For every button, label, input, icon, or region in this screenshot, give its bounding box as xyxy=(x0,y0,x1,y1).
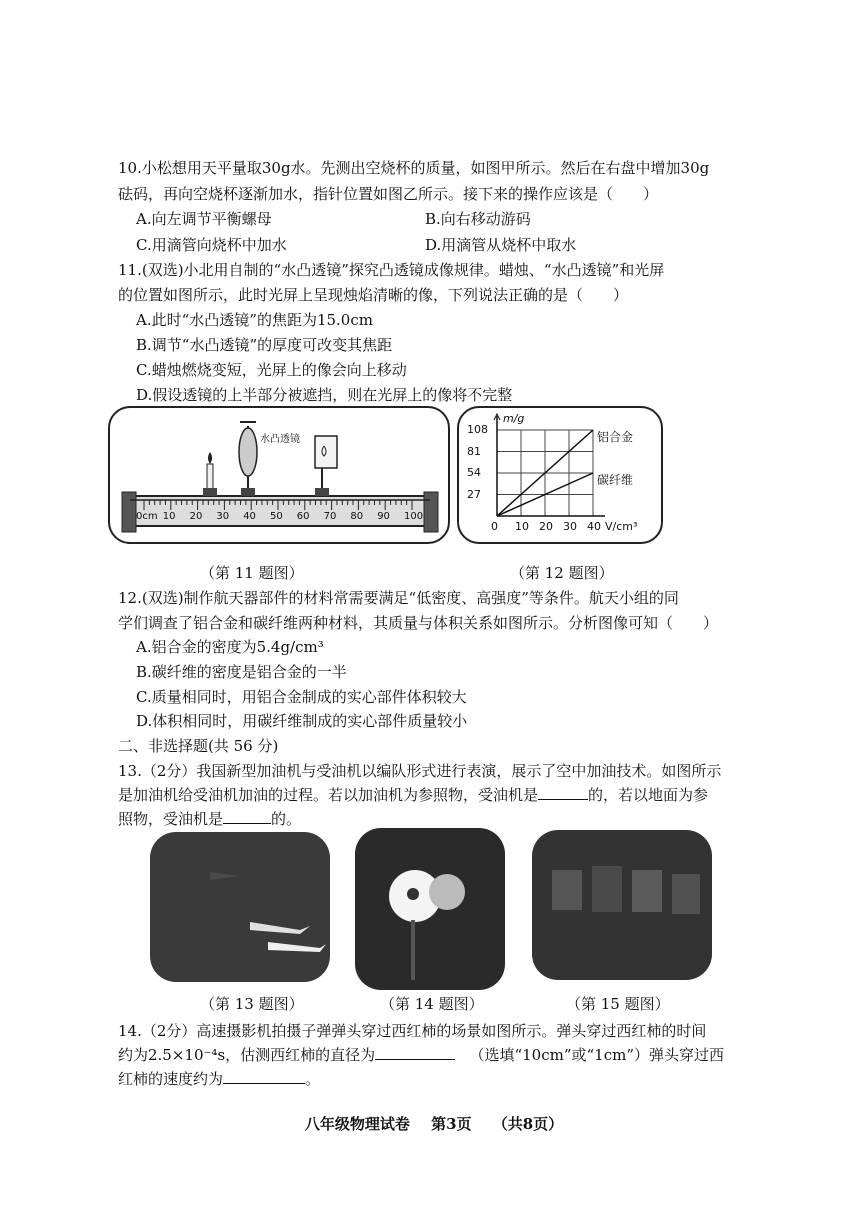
footer-page: 第3页 xyxy=(431,1115,472,1133)
chart-y-tick-label: 108 xyxy=(467,423,488,436)
chart-series-label-aluminum: 铝合金 xyxy=(597,430,634,444)
q12-option-d: D.体积相同时，用碳纤维制成的实心部件质量较小 xyxy=(136,712,468,730)
q13-caption: （第 13 题图） xyxy=(200,995,304,1013)
q11-ruler-labels xyxy=(110,511,448,525)
q11-lens-label: 水凸透镜 xyxy=(260,434,300,445)
chart-x-tick-label: 10 xyxy=(515,520,529,533)
q10-stem-line2: 砝码，再向空烧杯逐渐加水，指针位置如图乙所示。接下来的操作应该是（ ） xyxy=(118,185,659,203)
q14-blank-1[interactable] xyxy=(375,1045,455,1060)
ruler-tick-label: 90 xyxy=(377,511,390,522)
q12-stem-line2: 学们调查了铝合金和碳纤维两种材料，其质量与体积关系如图所示。分析图像可知（ ） xyxy=(118,614,719,632)
chart-x-tick-label: 40 xyxy=(587,520,601,533)
q11-option-d: D.假设透镜的上半部分被遮挡，则在光屏上的像将不完整 xyxy=(136,386,513,404)
q13-line2-text-b: 的，若以地面为参 xyxy=(588,786,709,804)
q14-stem-line2 xyxy=(118,1044,724,1065)
ruler-tick-label: 50 xyxy=(270,511,283,522)
q14-line3-text-a: 红柿的速度约为 xyxy=(118,1070,224,1088)
q14-photo-bullet-tomato xyxy=(355,828,505,990)
q13-photo-aircraft-refueling xyxy=(150,832,330,982)
q10-option-c: C.用滴管向烧杯中加水 xyxy=(136,236,287,254)
q13-stem-line1: 13.（2分）我国新型加油机与受油机以编队形式进行表演，展示了空中加油技术。如图所示 xyxy=(118,762,722,780)
q12-option-b: B.碳纤维的密度是铝合金的一半 xyxy=(136,663,347,681)
footer-title: 八年级物理试卷 xyxy=(304,1115,410,1133)
ruler-tick-label: 70 xyxy=(323,511,337,522)
q10-option-d: D.用滴管从烧杯中取水 xyxy=(425,236,577,254)
chart-x-tick-label: 30 xyxy=(563,520,577,533)
q11-option-a: A.此时“水凸透镜”的焦距为15.0cm xyxy=(136,311,373,329)
chart-x-tick-label: 0 xyxy=(491,520,498,533)
q14-stem-line3 xyxy=(118,1068,320,1089)
q11-option-b: B.调节“水凸透镜”的厚度可改变其焦距 xyxy=(136,336,393,354)
chart-x-tick-label: 20 xyxy=(539,520,553,533)
q15-caption: （第 15 题图） xyxy=(566,995,670,1013)
page-footer xyxy=(0,1113,868,1134)
chart-series-label-carbon: 碳纤维 xyxy=(597,473,634,487)
q13-line3-text-a: 照物，受油机是 xyxy=(118,810,224,828)
q12-stem-line1: 12.(双选)制作航天器部件的材料常需要满足“低密度、高强度”等条件。航天小组的同 xyxy=(118,589,679,607)
q13-line2-text-a: 是加油机给受油机加油的过程。若以加油机为参照物，受油机是 xyxy=(118,786,539,804)
chart-ylabel: m/g xyxy=(503,412,525,425)
footer-total: （共8页） xyxy=(492,1115,564,1133)
ruler-tick-label: 10 xyxy=(162,511,176,522)
chart-xlabel: V/cm³ xyxy=(605,520,638,533)
q11-option-c: C.蜡烛燃烧变短，光屏上的像会向上移动 xyxy=(136,361,407,379)
q14-caption: （第 14 题图） xyxy=(380,995,484,1013)
q13-line3-text-b: 的。 xyxy=(271,810,302,828)
ruler-tick-label: 60 xyxy=(296,511,310,522)
q14-stem-line1: 14.（2分）高速摄影机拍摄子弹弹头穿过西红柿的场景如图所示。弹头穿过西红柿的时间 xyxy=(118,1022,707,1040)
ruler-tick-label: 100 xyxy=(404,511,424,522)
ruler-tick-label: 40 xyxy=(243,511,256,522)
q10-stem-line1: 10.小松想用天平量取30g水。先测出空烧杯的质量，如图甲所示。然后在右盘中增加30g xyxy=(118,159,710,177)
q12-caption: （第 12 题图） xyxy=(510,564,614,582)
q13-stem-line3 xyxy=(118,808,301,829)
q14-blank-2[interactable] xyxy=(223,1069,305,1084)
q13-blank-1[interactable] xyxy=(538,785,588,800)
ruler-tick-label: 20 xyxy=(189,511,203,522)
q11-stem-line2: 的位置如图所示，此时光屏上呈现烛焰清晰的像，下列说法正确的是（ ） xyxy=(118,286,629,304)
section2-heading: 二、非选择题(共 56 分) xyxy=(118,737,279,755)
chart-y-tick-label: 27 xyxy=(467,487,481,501)
chart-y-tick-label: 54 xyxy=(467,466,481,479)
q11-figure-optical-bench xyxy=(108,406,450,544)
q15-photo-animals xyxy=(532,830,712,980)
ruler-tick-label: 80 xyxy=(350,511,364,522)
q14-line2-text-a: 约为2.5×10⁻⁴s，估测西红柿的直径为 xyxy=(118,1046,376,1064)
q13-blank-2[interactable] xyxy=(223,809,271,824)
chart-y-tick-label: 81 xyxy=(467,444,481,458)
ruler-tick-label: 0cm xyxy=(136,511,158,522)
q12-option-a: A.铝合金的密度为5.4g/cm³ xyxy=(136,638,324,656)
q14-line2-text-b: （选填“10cm”或“1cm”）弹头穿过西 xyxy=(469,1046,725,1064)
q10-option-a: A.向左调节平衡螺母 xyxy=(136,210,272,228)
ruler-tick-label: 30 xyxy=(216,511,230,522)
q11-stem-line1: 11.(双选)小北用自制的“水凸透镜”探究凸透镜成像规律。蜡烛、“水凸透镜”和光屏 xyxy=(118,261,665,279)
q12-figure-chart xyxy=(457,406,663,544)
q14-line3-text-b: 。 xyxy=(305,1070,321,1088)
q10-option-b: B.向右移动游码 xyxy=(425,210,531,228)
q12-option-c: C.质量相同时，用铝合金制成的实心部件体积较大 xyxy=(136,688,467,706)
q13-stem-line2 xyxy=(118,784,708,805)
q11-caption: （第 11 题图） xyxy=(200,564,304,582)
